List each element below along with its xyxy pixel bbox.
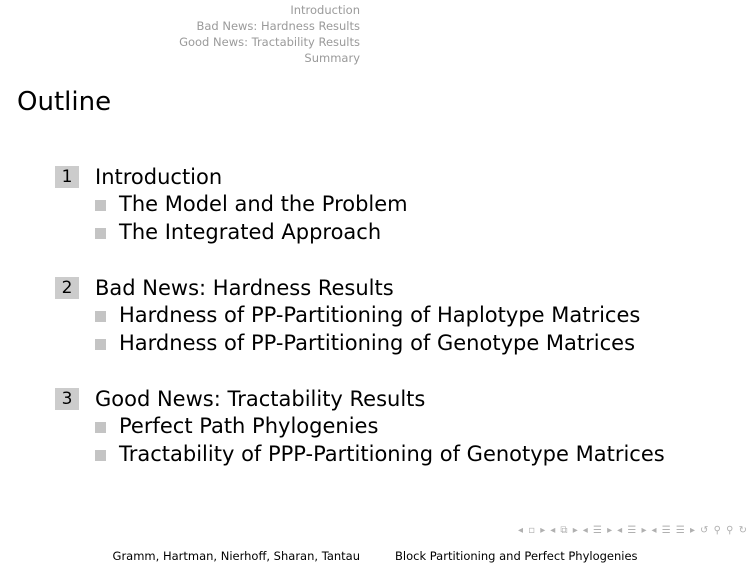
document-navigation-icon[interactable]: ◂ ☰ ☰ ▸	[651, 525, 697, 536]
section-heading[interactable]	[55, 386, 665, 412]
section-number-badge: 1	[55, 166, 79, 188]
subsection-item[interactable]	[95, 412, 665, 440]
square-bullet-icon	[95, 200, 106, 211]
section-number-badge: 2	[55, 277, 79, 299]
appendix-navigation-icon[interactable]: ◂ ☰ ▸	[617, 525, 648, 536]
frame-navigation-icon[interactable]: ◂ ▫ ▸	[518, 525, 547, 536]
outline-section-1	[55, 164, 408, 246]
square-bullet-icon	[95, 228, 106, 239]
subsection-item[interactable]	[95, 301, 640, 329]
subsection-title: Tractability of PPP-Partitioning of Genotype Matrices	[119, 442, 665, 466]
section-title: Bad News: Hardness Results	[95, 276, 394, 300]
header-nav-item-summary[interactable]: Summary	[304, 51, 360, 65]
header-nav-item-bad-news[interactable]: Bad News: Hardness Results	[196, 19, 360, 33]
subsection-title: The Integrated Approach	[119, 220, 382, 244]
subsection-title: Hardness of PP-Partitioning of Genotype Matrices	[119, 331, 636, 355]
subsection-item[interactable]	[95, 190, 408, 218]
footer-authors: Gramm, Hartman, Nierhoff, Sharan, Tantau	[112, 549, 360, 563]
subsection-title: Perfect Path Phylogenies	[119, 414, 379, 438]
section-title: Good News: Tractability Results	[95, 387, 426, 411]
section-title: Introduction	[95, 165, 223, 189]
square-bullet-icon	[95, 311, 106, 322]
beamer-navigation-symbols	[518, 525, 748, 536]
subsection-item[interactable]	[95, 218, 408, 246]
footer-presentation-title: Block Partitioning and Perfect Phylogenies	[395, 549, 638, 563]
section-heading[interactable]	[55, 275, 640, 301]
subsection-item[interactable]	[95, 329, 640, 357]
frame-title: Outline	[17, 87, 112, 117]
square-bullet-icon	[95, 339, 106, 350]
square-bullet-icon	[95, 422, 106, 433]
search-zoom-navigation-icon[interactable]: ↺ ⚲ ⚲ ↻	[700, 525, 748, 536]
section-heading[interactable]	[55, 164, 408, 190]
header-navigation	[179, 2, 360, 66]
outline-section-2	[55, 275, 640, 357]
footline	[0, 548, 756, 564]
section-navigation-icon[interactable]: ◂ ☰ ▸	[582, 525, 614, 536]
outline-section-3	[55, 386, 665, 468]
subsection-title: Hardness of PP-Partitioning of Haplotype Matrices	[119, 303, 641, 327]
section-number-badge: 3	[55, 388, 79, 410]
subsection-item[interactable]	[95, 440, 665, 468]
header-nav-item-introduction[interactable]: Introduction	[290, 3, 360, 17]
header-nav-item-good-news[interactable]: Good News: Tractability Results	[179, 35, 360, 49]
subsection-navigation-icon[interactable]: ◂ ⧉ ▸	[550, 525, 579, 536]
subsection-title: The Model and the Problem	[119, 192, 408, 216]
square-bullet-icon	[95, 450, 106, 461]
